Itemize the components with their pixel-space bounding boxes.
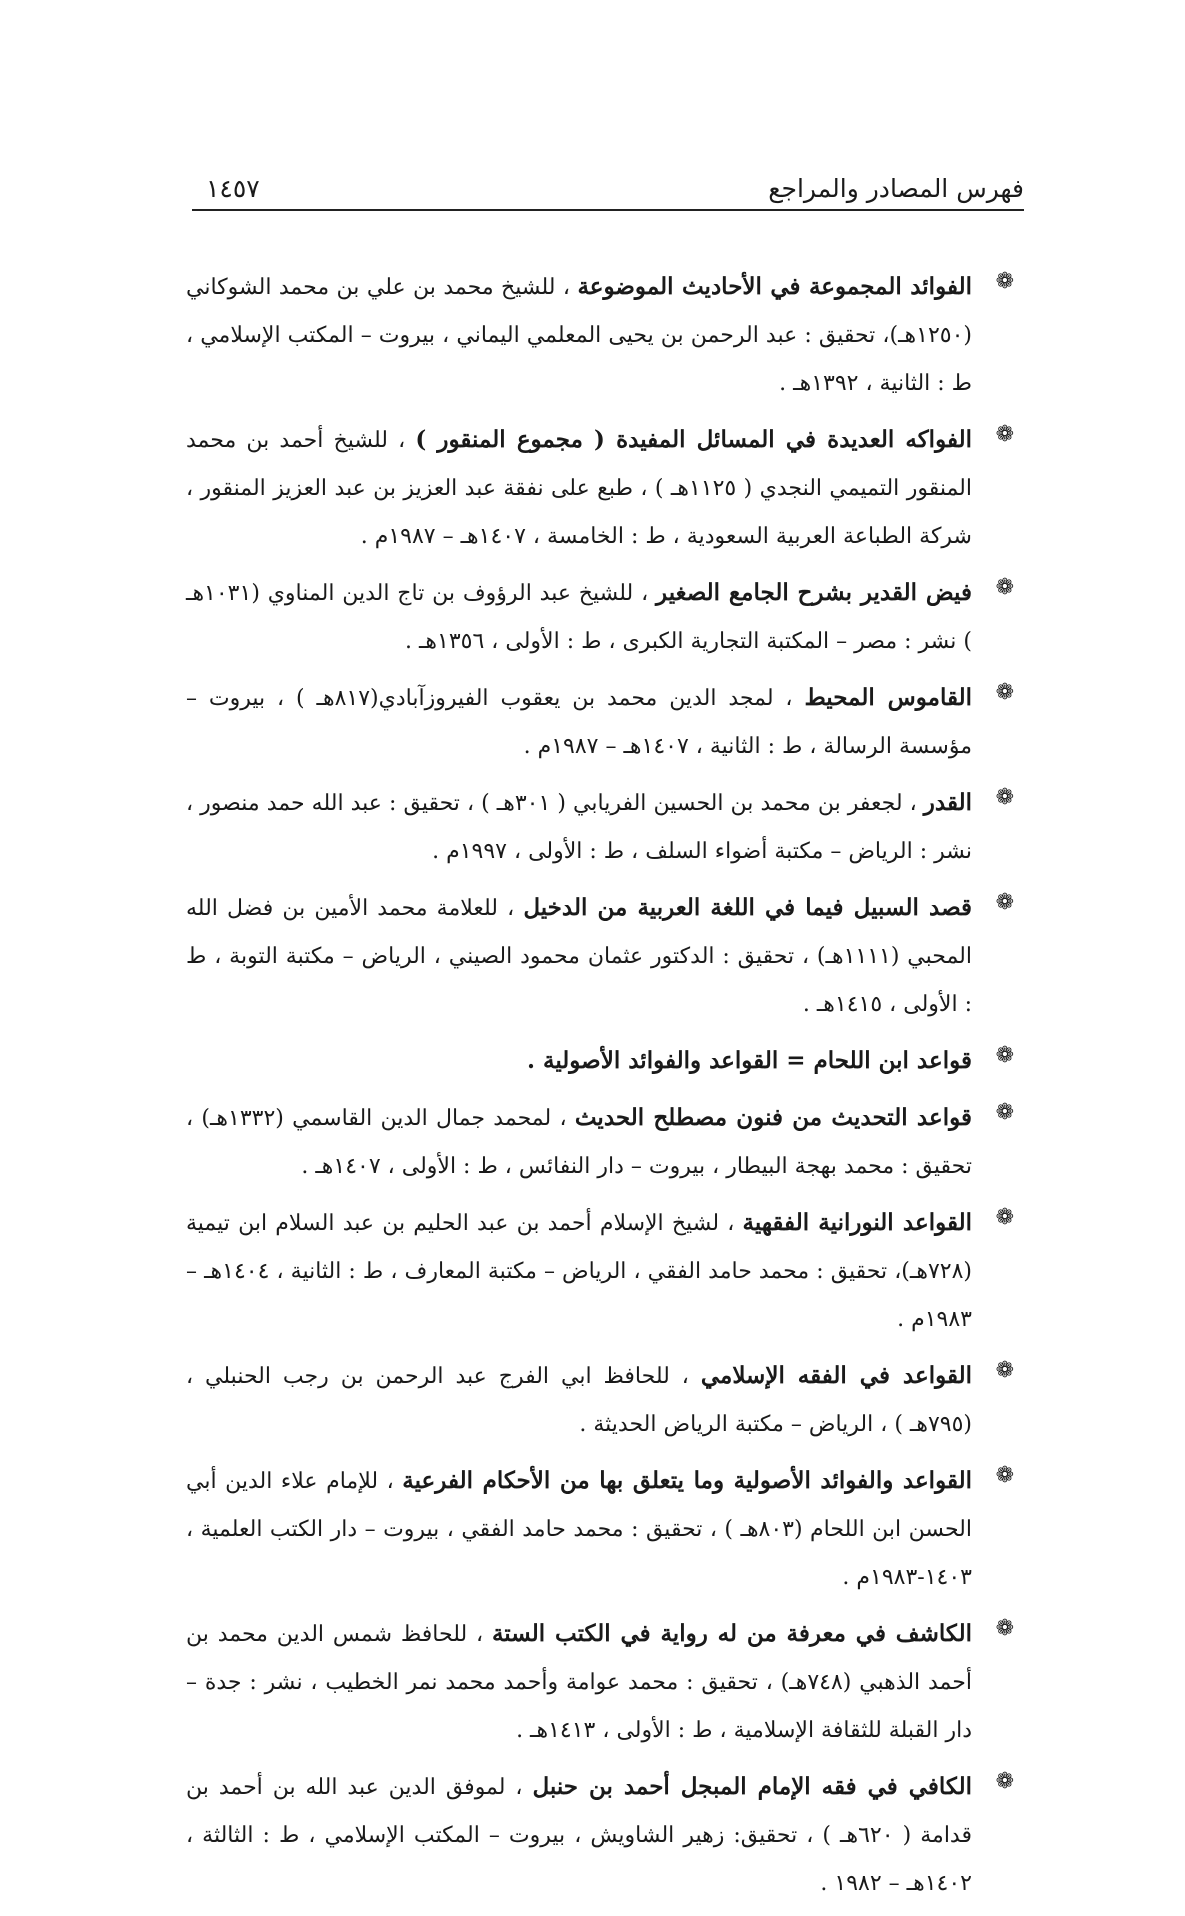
reference-details: ، للشيخ أحمد بن محمد المنقور التميمي النجدي ( ١١٢٥هـ ) ، طبع على نفقة عبد العزيز بن عبد العزيز المنقور ، شركة الطباعة العربية السعودية ، ط : الخامسة ، ١٤٠٧هـ – ١٩٨٧م . bbox=[186, 428, 972, 549]
header-title: فهرس المصادر والمراجع bbox=[768, 174, 1024, 203]
reference-title: القدر bbox=[923, 789, 973, 816]
flower-bullet-icon: ❁ bbox=[995, 575, 1014, 600]
flower-bullet-icon: ❁ bbox=[995, 1463, 1014, 1488]
flower-bullet-icon: ❁ bbox=[995, 890, 1014, 915]
reference-title: القاموس المحيط bbox=[804, 684, 972, 711]
reference-details: ، لموفق الدين عبد الله بن أحمد بن قدامة ( ٦٢٠هـ ) ، تحقيق: زهير الشاويش ، بيروت – المكتب الإسلامي ، ط : الثالثة ، ١٤٠٢هـ – ١٩٨٢ . bbox=[186, 1775, 972, 1896]
reference-entry bbox=[186, 1094, 1014, 1191]
flower-bullet-icon: ❁ bbox=[995, 1769, 1014, 1794]
reference-details: ، للإمام علاء الدين أبي الحسن ابن اللحام (٨٠٣هـ ) ، تحقيق : محمد حامد الفقي ، بيروت – دار الكتب العلمية ، ١٤٠٣-١٩٨٣م . bbox=[186, 1469, 972, 1590]
reference-title: قصد السبيل فيما في اللغة العربية من الدخيل bbox=[523, 894, 973, 921]
references-list bbox=[186, 263, 1014, 1916]
reference-title: الفواكه العديدة في المسائل المفيدة ( مجموع المنقور ) bbox=[415, 426, 972, 453]
reference-details: ، للشيخ عبد الرؤوف بن تاج الدين المناوي (١٠٣١هـ ) نشر : مصر – المكتبة التجارية الكبرى ، ط : الأولى ، ١٣٥٦هـ . bbox=[186, 581, 972, 654]
flower-bullet-icon: ❁ bbox=[995, 422, 1014, 447]
running-header bbox=[192, 170, 1024, 210]
reference-entry bbox=[186, 416, 1014, 561]
reference-entry bbox=[186, 884, 1014, 1029]
reference-details: ، لمجد الدين محمد بن يعقوب الفيروزآبادي(٨١٧هـ ) ، بيروت – مؤسسة الرسالة ، ط : الثانية ، ١٤٠٧هـ – ١٩٨٧م . bbox=[186, 686, 972, 759]
reference-title: القواعد النورانية الفقهية bbox=[742, 1209, 973, 1236]
reference-entry bbox=[186, 779, 1014, 876]
flower-bullet-icon: ❁ bbox=[995, 1616, 1014, 1641]
reference-entry bbox=[186, 1037, 1014, 1086]
flower-bullet-icon: ❁ bbox=[995, 269, 1014, 294]
reference-title: الكاشف في معرفة من له رواية في الكتب الستة bbox=[491, 1620, 972, 1647]
reference-details: ، للحافظ ابي الفرج عبد الرحمن بن رجب الحنبلي ، (٧٩٥هـ ) ، الرياض – مكتبة الرياض الحديثة . bbox=[186, 1364, 972, 1437]
reference-details: ، للشيخ محمد بن علي بن محمد الشوكاني (١٢٥٠هـ)، تحقيق : عبد الرحمن بن يحيى المعلمي اليماني ، بيروت – المكتب الإسلامي ، ط : الثانية ، ١٣٩٢هـ . bbox=[186, 275, 972, 396]
flower-bullet-icon: ❁ bbox=[995, 680, 1014, 705]
flower-bullet-icon: ❁ bbox=[995, 1358, 1014, 1383]
reference-entry bbox=[186, 263, 1014, 408]
flower-bullet-icon: ❁ bbox=[995, 785, 1014, 810]
reference-entry bbox=[186, 1457, 1014, 1602]
reference-title: القواعد والفوائد الأصولية وما يتعلق بها من الأحكام الفرعية bbox=[402, 1467, 972, 1494]
reference-title: الفوائد المجموعة في الأحاديث الموضوعة bbox=[577, 273, 972, 300]
page-number: ١٤٥٧ bbox=[206, 174, 260, 203]
reference-title: القواعد في الفقه الإسلامي bbox=[700, 1362, 973, 1389]
flower-bullet-icon: ❁ bbox=[995, 1100, 1014, 1125]
reference-details: ، لمحمد جمال الدين القاسمي (١٣٣٢هـ) ، تحقيق : محمد بهجة البيطار ، بيروت – دار النفائس ، ط : الأولى ، ١٤٠٧هـ . bbox=[186, 1106, 972, 1179]
reference-details: ، لجعفر بن محمد بن الحسين الفريابي ( ٣٠١هـ ) ، تحقيق : عبد الله حمد منصور ، نشر : الرياض – مكتبة أضواء السلف ، ط : الأولى ، ١٩٩٧م . bbox=[186, 791, 972, 864]
reference-title: قواعد ابن اللحام = القواعد والفوائد الأصولية . bbox=[527, 1047, 972, 1074]
reference-details: ، لشيخ الإسلام أحمد بن عبد الحليم بن عبد السلام ابن تيمية (٧٢٨هـ)، تحقيق : محمد حامد الفقي ، الرياض – مكتبة المعارف ، ط : الثانية ، ١٤٠٤هـ – ١٩٨٣م . bbox=[186, 1211, 972, 1332]
reference-details: ، للعلامة محمد الأمين بن فضل الله المحبي (١١١١هـ) ، تحقيق : الدكتور عثمان محمود الصيني ، الرياض – مكتبة التوبة ، ط : الأولى ، ١٤١٥هـ . bbox=[186, 896, 972, 1017]
flower-bullet-icon: ❁ bbox=[995, 1043, 1014, 1068]
flower-bullet-icon: ❁ bbox=[995, 1205, 1014, 1230]
reference-entry bbox=[186, 1352, 1014, 1449]
reference-details: ، للحافظ شمس الدين محمد بن أحمد الذهبي (٧٤٨هـ) ، تحقيق : محمد عوامة وأحمد محمد نمر الخطيب ، نشر : جدة – دار القبلة للثقافة الإسلامية ، ط : الأولى ، ١٤١٣هـ . bbox=[186, 1622, 972, 1743]
reference-entry bbox=[186, 1763, 1014, 1908]
reference-title: الكافي في فقه الإمام المبجل أحمد بن حنبل bbox=[532, 1773, 972, 1800]
reference-entry bbox=[186, 1199, 1014, 1344]
reference-entry bbox=[186, 674, 1014, 771]
reference-entry bbox=[186, 1610, 1014, 1755]
reference-entry bbox=[186, 569, 1014, 666]
header-rule bbox=[192, 209, 1024, 211]
reference-title: فيض القدير بشرح الجامع الصغير bbox=[656, 579, 972, 606]
reference-title: قواعد التحديث من فنون مصطلح الحديث bbox=[574, 1104, 972, 1131]
